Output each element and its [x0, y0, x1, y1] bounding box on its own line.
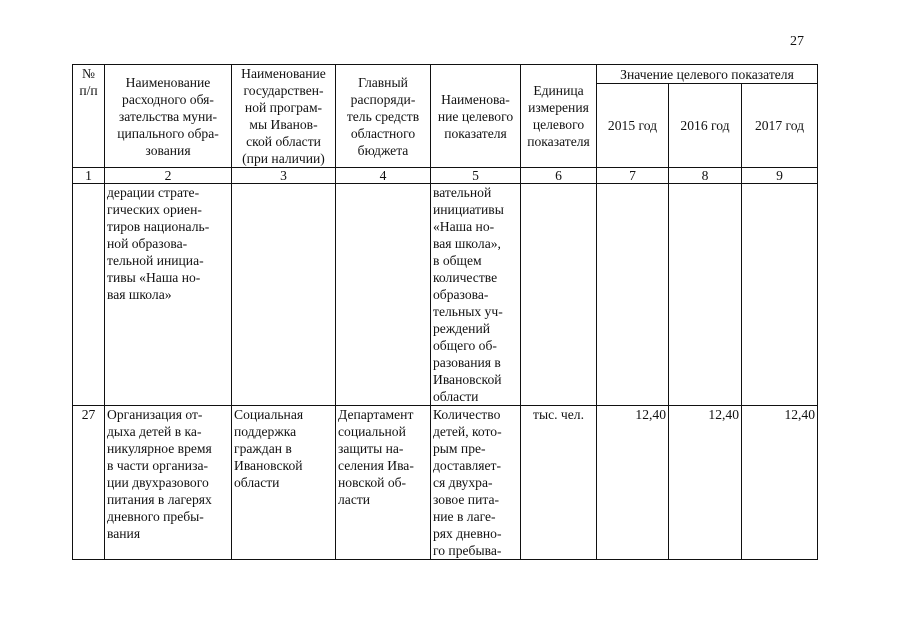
value-2016: 12,40: [669, 406, 742, 560]
col-number: 4: [336, 168, 431, 184]
obligation-name: Организация от- дыха детей в ка- никулярное время в части организа- ции двухразового питания в лагерях дневного пребы- вания: [105, 406, 232, 560]
col-number: 8: [669, 168, 742, 184]
cell: [73, 184, 105, 406]
header-year-2017: 2017 год: [742, 84, 818, 168]
header-num: № п/п: [73, 65, 105, 168]
row-number: 27: [73, 406, 105, 560]
column-number-row: [73, 168, 818, 184]
measurement-unit: тыс. чел.: [521, 406, 597, 560]
header-indicator: Наименова- ние целевого показателя: [431, 65, 521, 168]
value-2017: 12,40: [742, 406, 818, 560]
col-number: 5: [431, 168, 521, 184]
cell: [336, 184, 431, 406]
header-year-2016: 2016 год: [669, 84, 742, 168]
header-program: Наименование государствен- ной програм- мы Иванов- ской области (при наличии): [232, 65, 336, 168]
cell: [669, 184, 742, 406]
cell: [521, 184, 597, 406]
table-row: [73, 184, 818, 406]
col-number: 3: [232, 168, 336, 184]
value-2015: 12,40: [597, 406, 669, 560]
col-number: 2: [105, 168, 232, 184]
col-number: 1: [73, 168, 105, 184]
indicator-name: Количество детей, кото- рым пре- доставляет- ся двухра- зовое пита- ние в лаге- рях дневно- го пребыва-: [431, 406, 521, 560]
cell: [232, 184, 336, 406]
page-number: 27: [790, 34, 804, 49]
header-manager: Главный распоряди- тель средств областного бюджета: [336, 65, 431, 168]
header-unit: Единица измерения целевого показателя: [521, 65, 597, 168]
table-row: [73, 406, 818, 560]
target-indicators-table: [72, 64, 818, 560]
header-target-values: Значение целевого показателя: [597, 65, 818, 84]
col-number: 7: [597, 168, 669, 184]
header-obligation: Наименование расходного обя- зательства муни- ципального обра- зования: [105, 65, 232, 168]
cell: [597, 184, 669, 406]
col-number: 9: [742, 168, 818, 184]
budget-manager: Департамент социальной защиты на- селения Ива- новской об- ласти: [336, 406, 431, 560]
indicator-continuation: вательной инициативы «Наша но- вая школа», в общем количестве образова- тельных уч- реждений общего об- разования в Ивановской области: [431, 184, 521, 406]
program-name: Социальная поддержка граждан в Ивановской области: [232, 406, 336, 560]
col-number: 6: [521, 168, 597, 184]
obligation-continuation: дерации страте- гических ориен- тиров националь- ной образова- тельной инициа- тивы «Наша но- вая школа»: [105, 184, 232, 406]
cell: [742, 184, 818, 406]
header-year-2015: 2015 год: [597, 84, 669, 168]
